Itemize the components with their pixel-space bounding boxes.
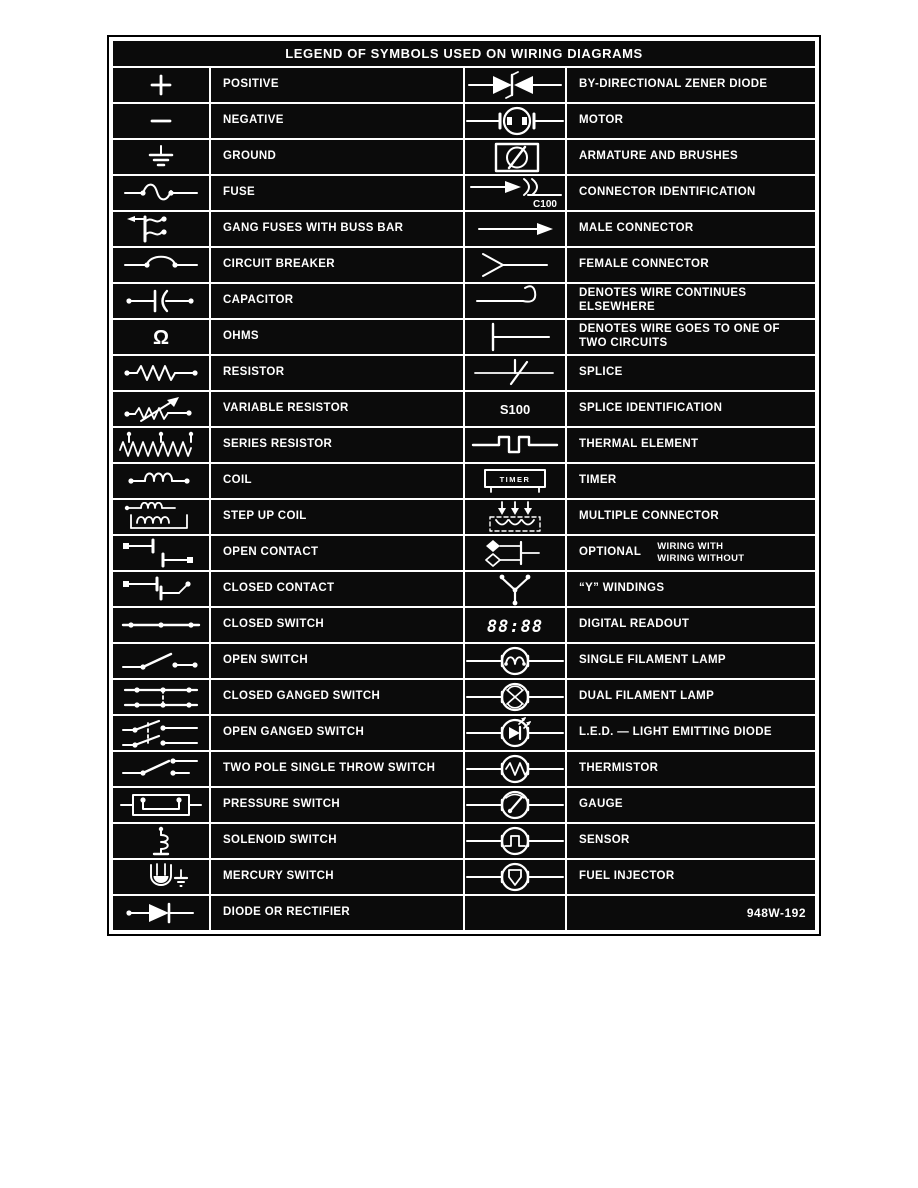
symbol-label-text: POSITIVE — [223, 78, 279, 91]
table-title-text: LEGEND OF SYMBOLS USED ON WIRING DIAGRAMS — [285, 46, 643, 61]
symbol-label-text: L.E.D. — LIGHT EMITTING DIODE — [579, 726, 772, 739]
symbol-sublabel-text: WIRING WITH — [657, 540, 724, 552]
symbol-label-text: SENSOR — [579, 834, 630, 847]
symbol-label — [211, 464, 463, 498]
symbol-label — [567, 716, 815, 750]
resistor-icon — [113, 356, 209, 390]
step-up-coil-icon — [113, 500, 209, 534]
variable-resistor-icon — [113, 392, 209, 426]
symbol-label-text: MOTOR — [579, 114, 624, 127]
symbol-label — [567, 572, 815, 606]
symbol-label — [211, 140, 463, 174]
symbol-label — [211, 716, 463, 750]
symbol-label-text: MERCURY SWITCH — [223, 870, 334, 883]
symbol-label — [567, 68, 815, 102]
symbol-label — [567, 104, 815, 138]
thermal-element-icon — [465, 428, 565, 462]
digital-readout-icon — [465, 608, 565, 642]
symbol-label-text: DIODE OR RECTIFIER — [223, 906, 351, 919]
wire-one-of-two-icon — [465, 320, 565, 354]
symbol-label — [567, 320, 815, 354]
symbol-label-text: ARMATURE AND BRUSHES — [579, 150, 739, 163]
gang-fuses-icon — [113, 212, 209, 246]
empty-symbol-cell — [465, 896, 565, 930]
legend-table — [113, 41, 815, 930]
pressure-switch-icon — [113, 788, 209, 822]
gauge-icon — [465, 788, 565, 822]
symbol-label-text: OPEN SWITCH — [223, 654, 308, 667]
symbol-label — [211, 284, 463, 318]
symbol-label-text: FUEL INJECTOR — [579, 870, 675, 883]
capacitor-icon — [113, 284, 209, 318]
two-pole-single-throw-switch-icon — [113, 752, 209, 786]
symbol-label — [211, 356, 463, 390]
symbol-label-text: SINGLE FILAMENT LAMP — [579, 654, 726, 667]
symbol-label-text: DENOTES WIRE CONTINUES ELSEWHERE — [579, 287, 747, 313]
closed-contact-icon — [113, 572, 209, 606]
mercury-switch-icon — [113, 860, 209, 894]
symbol-label-text: CONNECTOR IDENTIFICATION — [579, 186, 756, 199]
ohms-icon — [113, 320, 209, 354]
splice-icon — [465, 356, 565, 390]
symbol-label-text: OHMS — [223, 330, 259, 343]
multiple-connector-icon — [465, 500, 565, 534]
symbol-label-text: SPLICE IDENTIFICATION — [579, 402, 723, 415]
symbol-label — [567, 284, 815, 318]
sensor-icon — [465, 824, 565, 858]
fuel-injector-icon — [465, 860, 565, 894]
symbol-label — [567, 248, 815, 282]
symbol-label-text: GROUND — [223, 150, 277, 163]
symbol-label — [211, 896, 463, 930]
dual-filament-lamp-icon — [465, 680, 565, 714]
symbol-label — [211, 248, 463, 282]
symbol-label — [567, 860, 815, 894]
symbol-sublabel-text: WIRING WITHOUT — [657, 553, 745, 564]
symbol-label-text: THERMAL ELEMENT — [579, 438, 699, 451]
svg-text:TIMER: TIMER — [499, 475, 531, 484]
open-switch-icon — [113, 644, 209, 678]
symbol-label-text: CLOSED CONTACT — [223, 582, 335, 595]
bidirectional-zener-diode-icon — [465, 68, 565, 102]
symbol-label-text: THERMISTOR — [579, 762, 659, 775]
symbol-label-text: MALE CONNECTOR — [579, 222, 694, 235]
symbol-label-text: OPEN CONTACT — [223, 546, 319, 559]
ground-icon — [113, 140, 209, 174]
symbol-label — [211, 824, 463, 858]
symbol-label-text: DUAL FILAMENT LAMP — [579, 690, 715, 703]
symbol-label — [567, 752, 815, 786]
symbol-label — [211, 752, 463, 786]
splice-identification-icon — [465, 392, 565, 426]
symbol-label-text: CIRCUIT BREAKER — [223, 258, 335, 271]
wire-continues-icon — [465, 284, 565, 318]
symbol-label-text: GANG FUSES WITH BUSS BAR — [223, 222, 404, 235]
symbol-label-text: COIL — [223, 474, 252, 487]
open-ganged-switch-icon — [113, 716, 209, 750]
diode-or-rectifier-icon — [113, 896, 209, 930]
symbol-label-text: SERIES RESISTOR — [223, 438, 333, 451]
symbol-label — [211, 644, 463, 678]
svg-text:Ω: Ω — [152, 327, 170, 349]
symbol-label-text: DENOTES WIRE GOES TO ONE OF TWO CIRCUITS — [579, 323, 780, 349]
symbol-label-text: RESISTOR — [223, 366, 285, 379]
symbol-label — [211, 68, 463, 102]
closed-ganged-switch-icon — [113, 680, 209, 714]
motor-icon — [465, 104, 565, 138]
symbol-label-text: OPTIONAL — [579, 546, 642, 559]
symbol-label-text: CLOSED GANGED SWITCH — [223, 690, 381, 703]
symbol-label — [211, 572, 463, 606]
symbol-label — [211, 608, 463, 642]
svg-text:S100: S100 — [499, 402, 531, 417]
symbol-label — [211, 428, 463, 462]
svg-text:C100: C100 — [533, 199, 557, 210]
symbol-label — [211, 320, 463, 354]
symbol-label — [567, 140, 815, 174]
symbol-label — [567, 680, 815, 714]
timer-icon — [465, 464, 565, 498]
symbol-label — [567, 176, 815, 210]
symbol-label — [567, 428, 815, 462]
symbol-label — [567, 500, 815, 534]
symbol-label-text: MULTIPLE CONNECTOR — [579, 510, 720, 523]
coil-icon — [113, 464, 209, 498]
symbol-label — [211, 860, 463, 894]
symbol-label — [211, 680, 463, 714]
figure-code — [567, 896, 815, 930]
symbol-label — [211, 500, 463, 534]
circuit-breaker-icon — [113, 248, 209, 282]
connector-identification-icon — [465, 176, 565, 210]
led-icon — [465, 716, 565, 750]
table-title — [113, 41, 815, 66]
thermistor-icon — [465, 752, 565, 786]
y-windings-icon — [465, 572, 565, 606]
symbol-label-text: SPLICE — [579, 366, 623, 379]
symbol-label-text: STEP UP COIL — [223, 510, 307, 523]
solenoid-switch-icon — [113, 824, 209, 858]
symbol-label-text: NEGATIVE — [223, 114, 284, 127]
svg-text:88:88: 88:88 — [486, 617, 544, 637]
symbol-label-text: TIMER — [579, 474, 617, 487]
series-resistor-icon — [113, 428, 209, 462]
legend-table-frame — [107, 35, 821, 936]
symbol-label — [211, 392, 463, 426]
symbol-label-text: SOLENOID SWITCH — [223, 834, 337, 847]
symbol-label-text: GAUGE — [579, 798, 623, 811]
male-connector-icon — [465, 212, 565, 246]
symbol-sublabels — [657, 541, 744, 566]
symbol-label — [567, 392, 815, 426]
symbol-label-text: “Y” WINDINGS — [579, 582, 665, 595]
single-filament-lamp-icon — [465, 644, 565, 678]
symbol-label — [211, 176, 463, 210]
fuse-icon — [113, 176, 209, 210]
negative-icon — [113, 104, 209, 138]
symbol-label — [567, 824, 815, 858]
symbol-label — [211, 212, 463, 246]
symbol-label — [567, 644, 815, 678]
symbol-label-text: CLOSED SWITCH — [223, 618, 325, 631]
symbol-label-text: DIGITAL READOUT — [579, 618, 690, 631]
symbol-label — [567, 464, 815, 498]
figure-code-text: 948W-192 — [746, 905, 806, 920]
symbol-label-text: FEMALE CONNECTOR — [579, 258, 709, 271]
female-connector-icon — [465, 248, 565, 282]
armature-and-brushes-icon — [465, 140, 565, 174]
symbol-label-text: PRESSURE SWITCH — [223, 798, 341, 811]
symbol-label — [567, 356, 815, 390]
symbol-label-text: TWO POLE SINGLE THROW SWITCH — [223, 762, 436, 775]
symbol-label-text: OPEN GANGED SWITCH — [223, 726, 365, 739]
positive-icon — [113, 68, 209, 102]
symbol-label — [567, 536, 815, 570]
symbol-label — [567, 608, 815, 642]
symbol-label — [211, 788, 463, 822]
symbol-label-text: BY-DIRECTIONAL ZENER DIODE — [579, 78, 768, 91]
symbol-label-text: VARIABLE RESISTOR — [223, 402, 349, 415]
symbol-label — [567, 212, 815, 246]
symbol-label — [211, 536, 463, 570]
symbol-label-text: FUSE — [223, 186, 256, 199]
symbol-label — [211, 104, 463, 138]
symbol-label-text: CAPACITOR — [223, 294, 294, 307]
optional-wiring-icon — [465, 536, 565, 570]
symbol-label — [567, 788, 815, 822]
closed-switch-icon — [113, 608, 209, 642]
open-contact-icon — [113, 536, 209, 570]
